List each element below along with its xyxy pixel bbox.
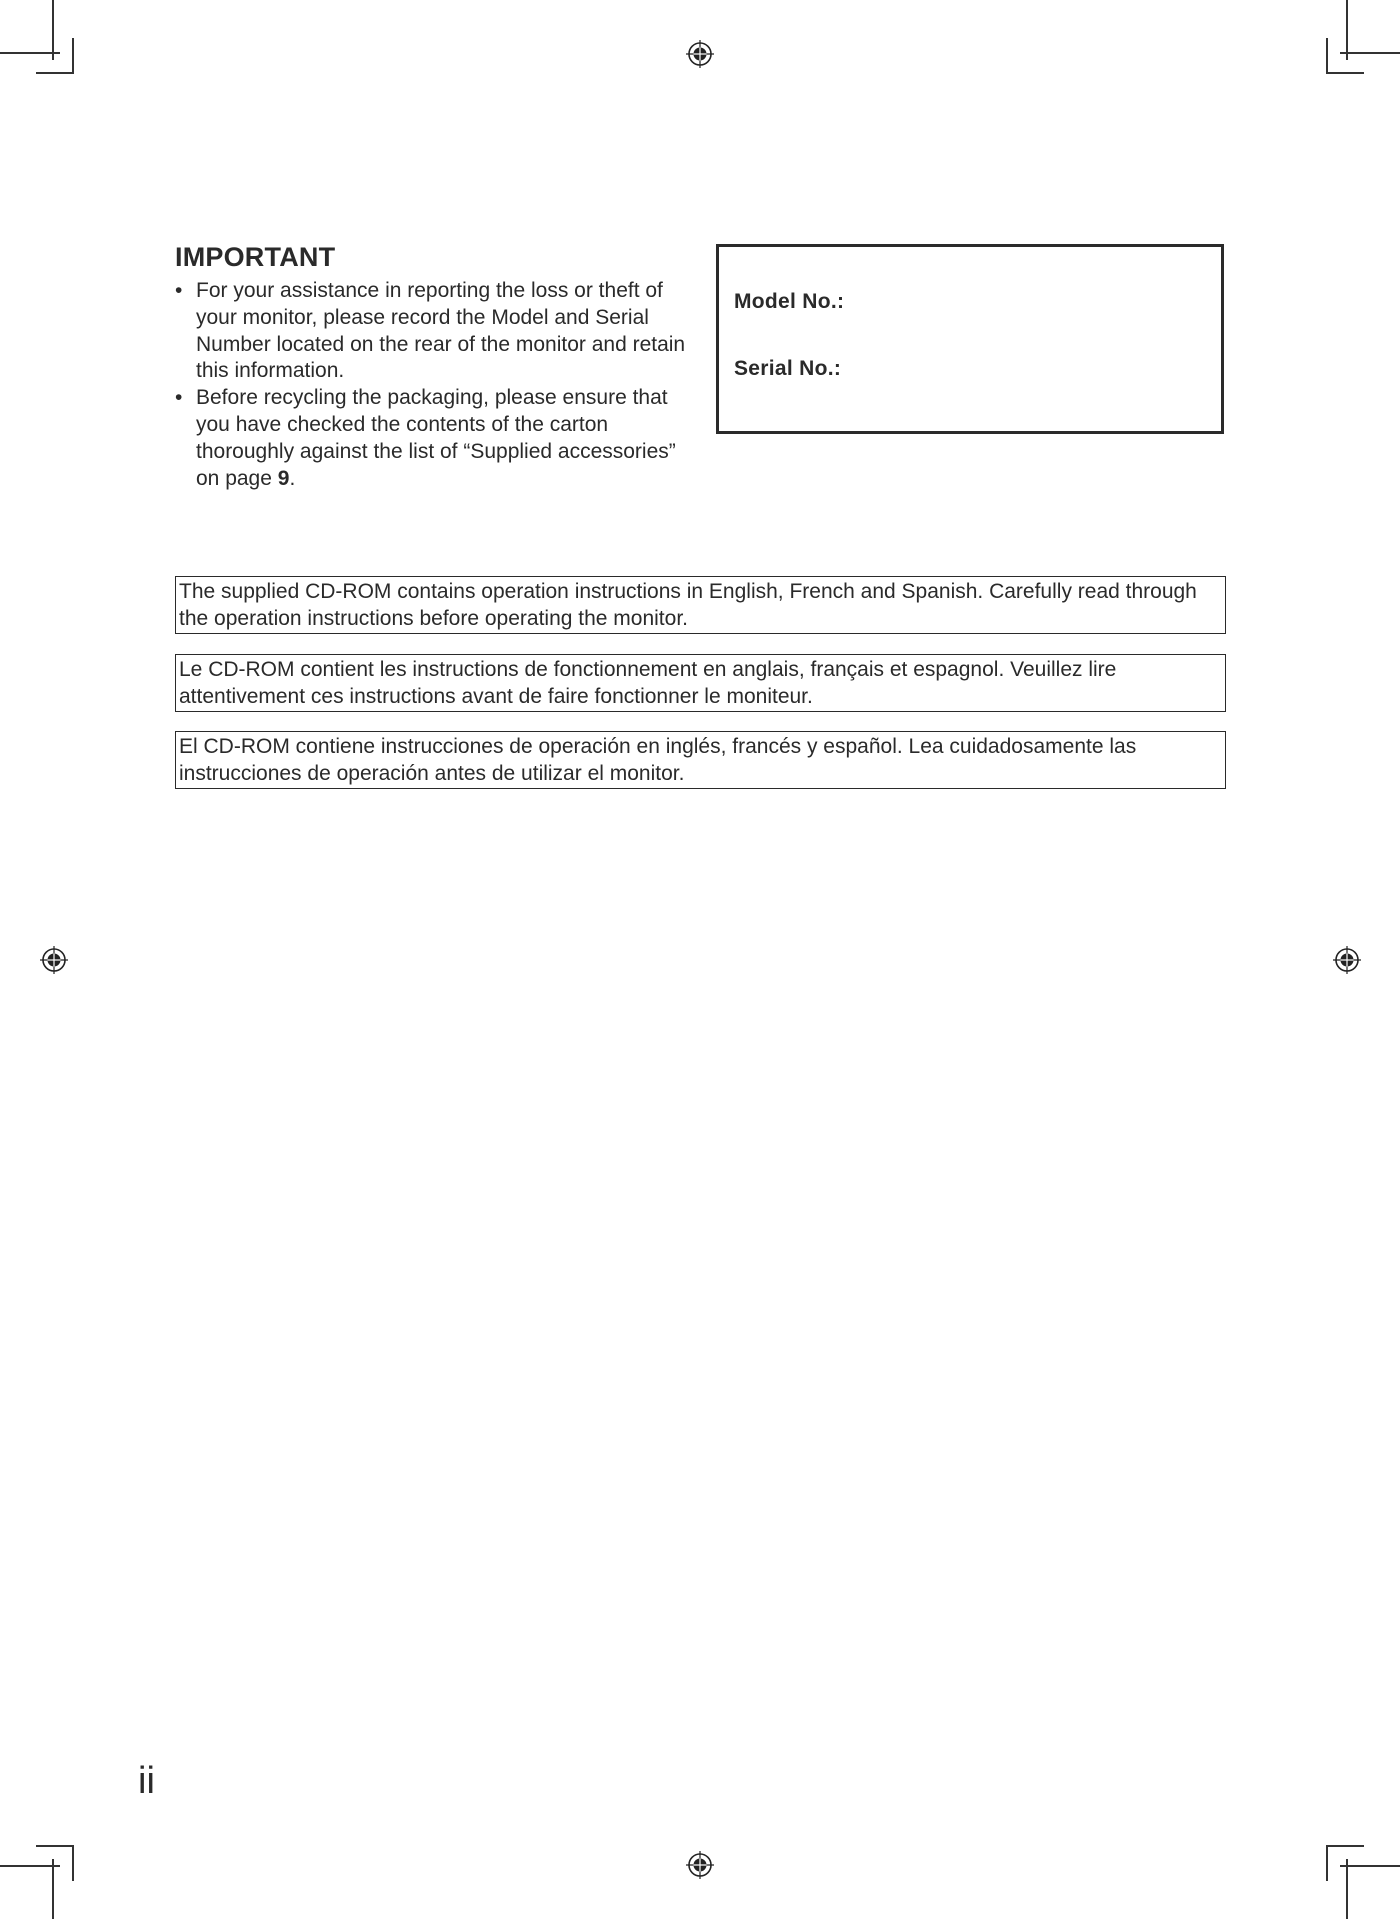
notice-spanish: El CD-ROM contiene instrucciones de operación en inglés, francés y español. Lea cuidadosamente las instrucciones de operación antes de utilizar el monitor.: [175, 731, 1226, 789]
crop-mark: [1346, 1859, 1348, 1919]
crop-mark: [72, 1845, 74, 1881]
crop-mark: [1340, 1865, 1400, 1867]
registration-mark-icon: [686, 1851, 714, 1879]
crop-mark: [1346, 0, 1348, 60]
page-number: ii: [138, 1760, 155, 1802]
registration-mark-icon: [686, 40, 714, 68]
crop-mark: [0, 1865, 60, 1867]
crop-mark: [72, 38, 74, 74]
crop-mark: [1326, 72, 1364, 74]
serial-number-label: Serial No.:: [734, 357, 842, 380]
crop-mark: [1326, 38, 1328, 74]
crop-mark: [1326, 1845, 1328, 1881]
list-item: [175, 385, 695, 492]
bullet-icon: •: [175, 279, 183, 302]
list-item-text-end: .: [289, 466, 296, 490]
list-item-text: For your assistance in reporting the loss or theft of your monitor, please record the Model and Serial Number located on the rear of the monitor and retain this information.: [196, 279, 686, 383]
registration-mark-icon: [1333, 946, 1361, 974]
crop-mark: [1326, 1845, 1364, 1847]
model-number-label: Model No.:: [734, 290, 845, 313]
important-heading: IMPORTANT: [175, 242, 336, 272]
list-item-text: Before recycling the packaging, please ensure that you have checked the contents of the carton thoroughly against the list of “Supplied accessories” on page: [196, 386, 676, 490]
bullet-icon: •: [175, 386, 183, 410]
crop-mark: [52, 1859, 54, 1919]
crop-mark: [0, 52, 60, 54]
notice-english: The supplied CD-ROM contains operation instructions in English, French and Spanish. Carefully read through the operation instructions before operating the monitor.: [175, 576, 1226, 634]
registration-mark-icon: [40, 946, 68, 974]
notice-french: Le CD-ROM contient les instructions de fonctionnement en anglais, français et espagnol. Veuillez lire attentivement ces instructions avant de faire fonctionner le moniteur.: [175, 654, 1226, 712]
model-serial-record-box: [716, 244, 1224, 434]
crop-mark: [52, 0, 54, 60]
page-reference: 9: [277, 466, 290, 490]
crop-mark: [36, 1845, 74, 1847]
crop-mark: [36, 72, 74, 74]
important-list: [175, 278, 695, 492]
list-item: [175, 278, 695, 385]
crop-mark: [1340, 52, 1400, 54]
